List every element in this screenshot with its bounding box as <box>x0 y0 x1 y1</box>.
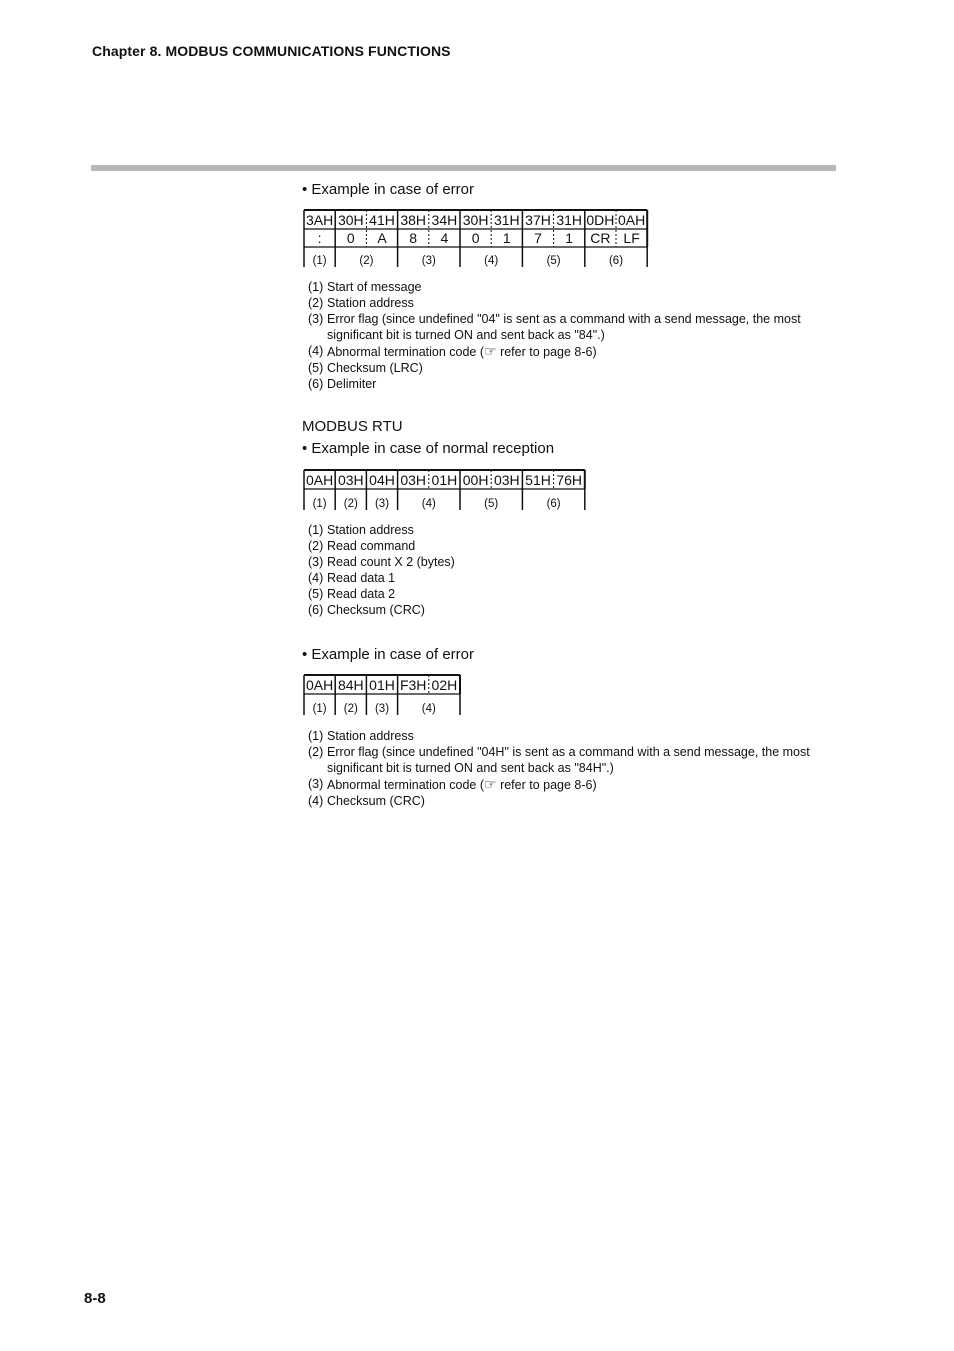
hex-byte: 31H <box>556 212 583 228</box>
hex-byte: 0DH <box>586 212 615 228</box>
hex-byte: 0AH <box>305 677 334 693</box>
ascii-char: 4 <box>440 230 449 246</box>
ascii-char: 8 <box>409 230 418 246</box>
chapter-header: Chapter 8. MODBUS COMMUNICATIONS FUNCTIONS <box>92 43 451 59</box>
legend-item: (1) Station address <box>308 729 414 743</box>
legend-item: (2) Station address <box>308 296 414 310</box>
field-label: (3) <box>374 703 390 715</box>
hex-byte: 03H <box>400 472 427 488</box>
ascii-char: 0 <box>346 230 355 246</box>
legend-item: (5) Checksum (LRC) <box>308 361 423 375</box>
field-label: (4) <box>421 498 436 510</box>
hex-byte: 30H <box>462 212 489 228</box>
field-label: (5) <box>484 498 499 510</box>
field-label: (3) <box>421 255 436 267</box>
field-label: (2) <box>343 498 358 510</box>
hex-byte: 03H <box>337 472 364 488</box>
hex-byte: 41H <box>369 212 395 228</box>
ascii-char: LF <box>623 230 640 246</box>
legend-item: (2) Error flag (since undefined "04H" is sent as a command with a send message, the most significant bit is turned ON and sent back as "84H".) <box>308 745 810 775</box>
hex-byte: 01H <box>369 677 395 693</box>
hex-byte: 38H <box>400 212 427 228</box>
hex-byte: 30H <box>337 212 364 228</box>
ascii-char: : <box>317 230 322 246</box>
ascii-error-heading: • Example in case of error <box>302 181 474 198</box>
modbus-rtu-title: MODBUS RTU <box>302 418 403 435</box>
legend-item: (6) Delimiter <box>308 377 377 391</box>
legend-item: (4) Read data 1 <box>308 571 396 585</box>
legend-item: (4) Abnormal termination code (☞ refer to page 8-6) <box>308 343 597 359</box>
legend-item: (4) Checksum (CRC) <box>308 794 425 808</box>
hex-byte: 00H <box>462 472 489 488</box>
legend-item: (1) Start of message <box>308 280 422 294</box>
hex-byte: 3AH <box>305 212 334 228</box>
pointing-hand-icon: ☞ <box>484 776 497 792</box>
field-label: (1) <box>312 255 327 267</box>
ascii-char: 1 <box>565 230 574 246</box>
hex-byte: 02H <box>431 677 458 693</box>
field-label: (4) <box>484 255 499 267</box>
ascii-char: 0 <box>471 230 480 246</box>
rtu-error-legend <box>308 728 828 809</box>
hex-byte: F3H <box>399 677 427 693</box>
ascii-char: CR <box>590 230 611 246</box>
hex-byte: 37H <box>525 212 551 228</box>
field-label: (5) <box>546 255 561 267</box>
legend-item: (3) Abnormal termination code (☞ refer to page 8-6) <box>308 776 597 792</box>
hex-byte: 0AH <box>305 472 334 488</box>
legend-item: (3) Error flag (since undefined "04" is sent as a command with a send message, the most significant bit is turned ON and sent back as "84".) <box>308 312 801 342</box>
ascii-char: 1 <box>502 230 511 246</box>
hex-byte: 34H <box>431 212 458 228</box>
field-label: (3) <box>374 498 390 510</box>
legend-item: (1) Station address <box>308 523 414 537</box>
rtu-normal-heading: • Example in case of normal reception <box>302 440 555 457</box>
hex-byte: 0AH <box>617 212 646 228</box>
ascii-char: A <box>377 230 387 246</box>
page-number: 8-8 <box>84 1290 106 1307</box>
field-label: (4) <box>421 703 436 715</box>
legend-item: (2) Read command <box>308 539 416 553</box>
hex-byte: 84H <box>337 677 364 693</box>
hex-byte: 31H <box>493 212 520 228</box>
legend-item: (3) Read count X 2 (bytes) <box>308 555 455 569</box>
legend-item: (6) Checksum (CRC) <box>308 603 425 617</box>
pointing-hand-icon: ☞ <box>484 343 497 359</box>
field-label: (1) <box>312 498 327 510</box>
hex-byte: 76H <box>556 472 583 488</box>
rtu-error-heading: • Example in case of error <box>302 646 474 663</box>
hex-byte: 51H <box>525 472 551 488</box>
ascii-char: 7 <box>534 230 542 246</box>
hex-byte: 01H <box>431 472 458 488</box>
field-label: (6) <box>546 498 561 510</box>
field-label: (2) <box>343 703 358 715</box>
field-label: (6) <box>608 255 624 267</box>
hex-byte: 04H <box>369 472 395 488</box>
legend-item: (5) Read data 2 <box>308 587 396 601</box>
hex-byte: 03H <box>493 472 520 488</box>
field-label: (1) <box>312 703 327 715</box>
field-label: (2) <box>359 255 374 267</box>
